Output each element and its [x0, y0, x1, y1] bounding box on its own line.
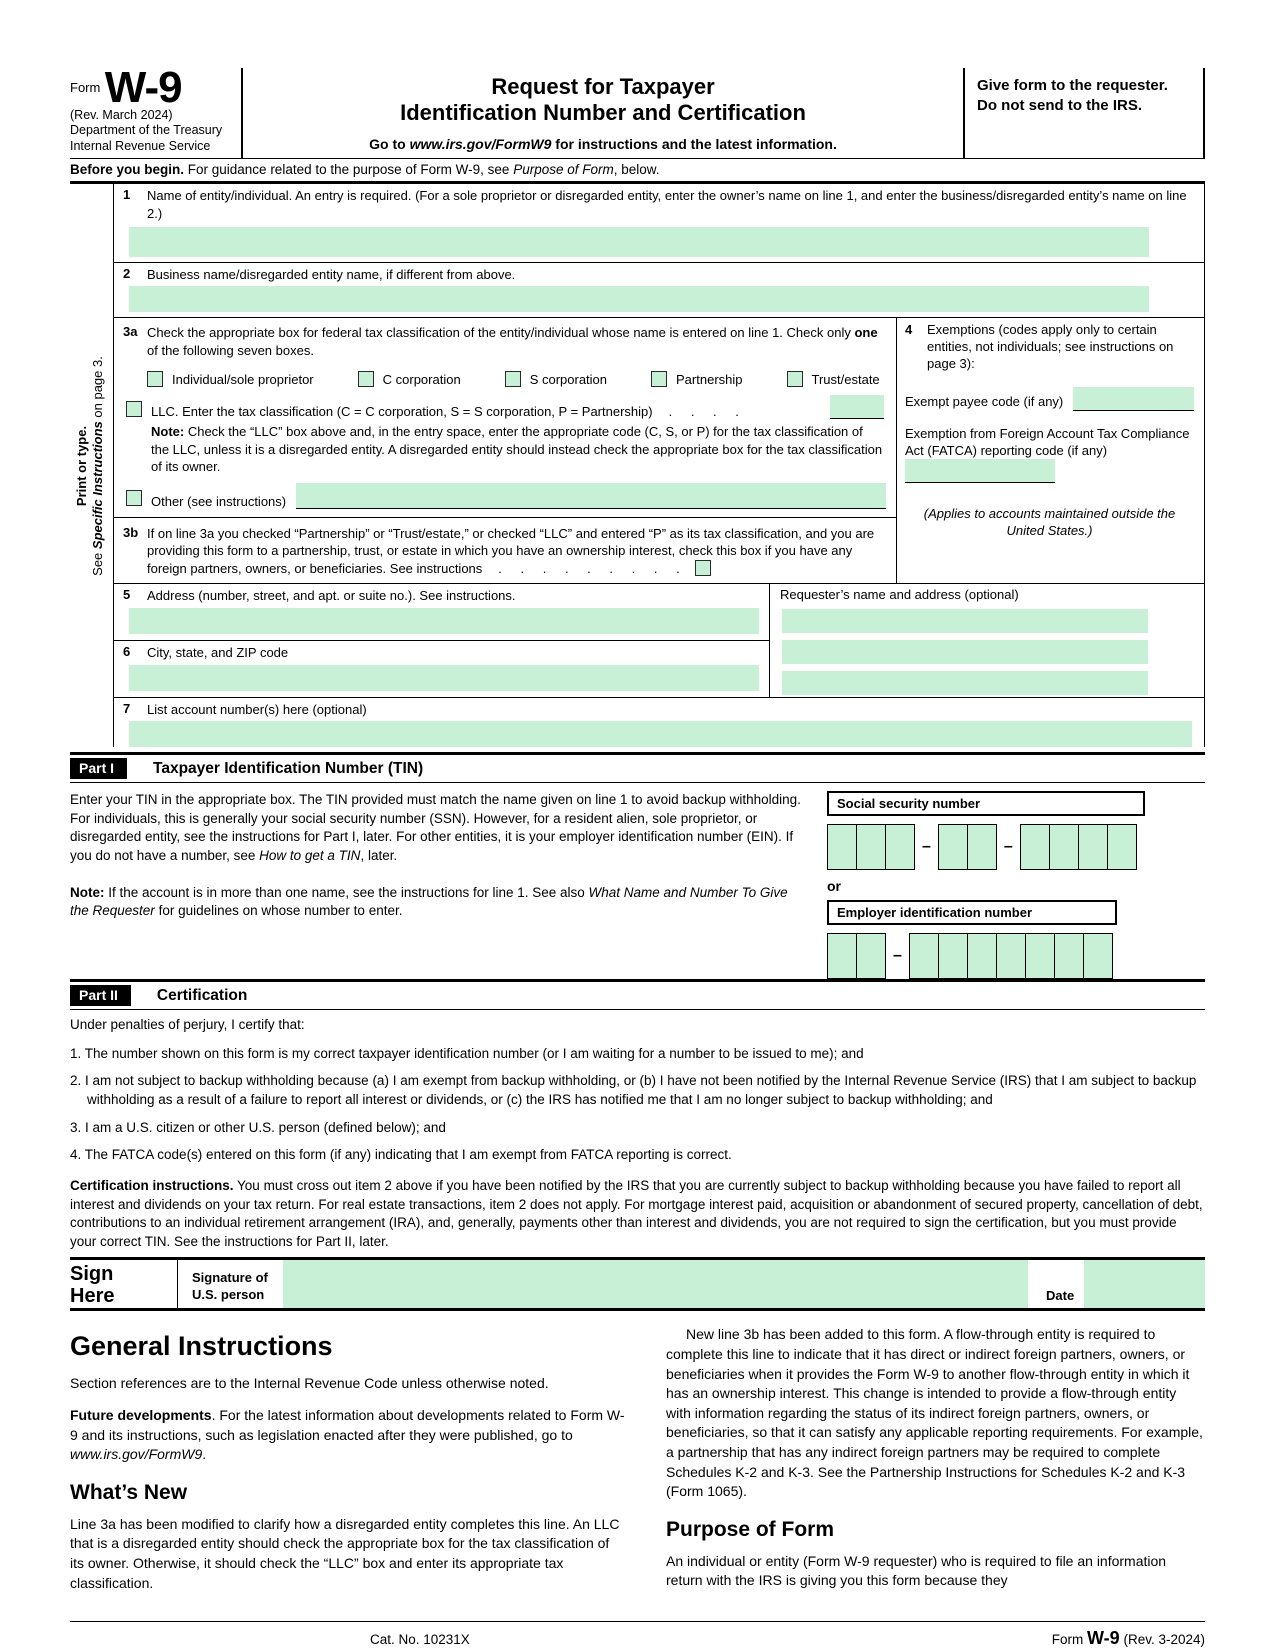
- line6-label: City, state, and ZIP code: [147, 645, 289, 661]
- form-title-block: [243, 68, 963, 158]
- ssn-digit-input[interactable]: [1107, 824, 1137, 870]
- ssn-digit-input[interactable]: [938, 824, 968, 870]
- certification-item-3: 3. I am a U.S. citizen or other U.S. person (defined below); and: [70, 1119, 446, 1135]
- part1-body: [70, 783, 1205, 979]
- checkbox-label: Trust/estate: [811, 371, 880, 387]
- agency-line: Internal Revenue Service: [70, 138, 211, 153]
- form-title-line2: Identification Number and Certification: [400, 99, 806, 125]
- line2-number: 2: [123, 265, 131, 281]
- checkbox-label: Partnership: [676, 371, 743, 387]
- classification-checkboxes: [147, 371, 896, 387]
- fatca-block: [905, 425, 1194, 483]
- part1-title: Taxpayer Identification Number (TIN): [153, 759, 424, 777]
- ssn-dash: –: [922, 838, 931, 856]
- exempt-payee-code-input[interactable]: [1073, 387, 1194, 411]
- general-instructions-section: [70, 1325, 1205, 1605]
- ein-dash: –: [893, 947, 902, 965]
- exempt-payee-label: Exempt payee code (if any): [905, 394, 1064, 410]
- form-number: W-9: [104, 63, 182, 112]
- instructions-left-column: [70, 1325, 626, 1605]
- address-and-requester: [114, 584, 1204, 697]
- sign-here-row: [70, 1257, 1205, 1311]
- other-input[interactable]: [296, 483, 886, 509]
- llc-tax-code-input[interactable]: [830, 395, 884, 419]
- goto-suffix: for instructions and the latest information.: [551, 135, 837, 152]
- tin-entry-area: [815, 791, 1205, 979]
- ein-digit-input[interactable]: [827, 933, 857, 979]
- department-line: Department of the Treasury: [70, 123, 223, 138]
- requester-input-line1[interactable]: [782, 609, 1148, 633]
- dot-leader: . . . .: [668, 404, 740, 420]
- business-name-input[interactable]: [129, 286, 1149, 312]
- line3a-label: Check the appropriate box for federal tax classification of the entity/individual whose name is entered on line 1. Check only one of the following seven boxes.: [147, 325, 878, 358]
- part1-note: Note: If the account is in more than one name, see the instructions for line 1. See also What Name and Number To Give the Requester for guidelines on whose number to enter.: [70, 884, 788, 919]
- instructions-right-column: [666, 1325, 1205, 1605]
- before-you-begin: [70, 158, 1205, 184]
- whats-new-paragraph: Line 3a has been modified to clarify how a disregarded entity completes this line. An LLC that is a disregarded entity should check the appropriate box for the tax classification of its owner. Otherwise, it should check the “LLC” box and enter its appropriate tax classification.: [70, 1515, 620, 1591]
- checkbox-foreign-partners[interactable]: [695, 560, 711, 576]
- ein-digit-input[interactable]: [1054, 933, 1084, 979]
- checkbox-s-corporation[interactable]: [505, 371, 521, 387]
- before-bold: Before you begin.: [70, 162, 185, 178]
- before-text: For guidance related to the purpose of Form W-9, see: [184, 162, 514, 178]
- page-footer: [70, 1621, 1205, 1649]
- ein-digit-input[interactable]: [856, 933, 886, 979]
- line1-number: 1: [123, 187, 131, 203]
- line6-row: [114, 641, 769, 697]
- checkbox-trust-estate[interactable]: [787, 371, 803, 387]
- requester-input-line3[interactable]: [782, 671, 1148, 695]
- llc-label: LLC. Enter the tax classification (C = C corporation, S = S corporation, P = Partnership): [151, 404, 653, 420]
- line3b-new-paragraph: New line 3b has been added to this form. A flow-through entity is required to complete this line to indicate that it has direct or indirect foreign partners, owners, or beneficiaries when it provides the Form W-9 to another flow-through entity in which it has an ownership interest. This change is intended to provide a flow-through entity with information regarding the status of its indirect foreign partners, owners, or beneficiaries, so that it can satisfy any applicable reporting requirements. For example, a partnership that has any indirect foreign partners may be required to complete Schedules K-2 and K-3. See the Partnership Instructions for Schedules K-2 and K-3 (Form 1065).: [666, 1326, 1203, 1500]
- part2-badge: Part II: [70, 985, 131, 1006]
- line5-row: [114, 584, 769, 641]
- part2-header: [70, 979, 1205, 1010]
- before-end: , below.: [613, 162, 660, 178]
- applies-note: (Applies to accounts maintained outside the United States.): [923, 505, 1176, 539]
- llc-row: [126, 395, 884, 419]
- form-title-line1: Request for Taxpayer: [491, 74, 715, 99]
- goto-url: www.irs.gov/FormW9: [409, 135, 552, 152]
- footer-form-id: Form W-9 (Rev. 3-2024): [1051, 1628, 1205, 1649]
- checkbox-partnership[interactable]: [651, 371, 667, 387]
- fatca-code-input[interactable]: [905, 459, 1055, 483]
- line4-number: 4: [905, 322, 913, 338]
- part2-body: [70, 1010, 1205, 1251]
- ein-digit-input[interactable]: [909, 933, 939, 979]
- ein-label-box: Employer identification number: [827, 900, 1117, 925]
- line7-label: List account number(s) here (optional): [147, 701, 367, 717]
- line6-number: 6: [123, 644, 131, 660]
- before-italic: Purpose of Form: [513, 162, 614, 178]
- certification-intro: Under penalties of perjury, I certify that:: [70, 1017, 305, 1033]
- ein-digit-input[interactable]: [938, 933, 968, 979]
- line4-label: Exemptions (codes apply only to certain entities, not individuals; see instructions on page 3):: [927, 322, 1174, 372]
- ssn-digit-input[interactable]: [1020, 824, 1050, 870]
- ssn-cells: [827, 824, 1205, 870]
- dot-leader: . . . . . . . . .: [498, 560, 681, 576]
- fatca-label: Exemption from Foreign Account Tax Compliance Act (FATCA) reporting code (if any): [905, 425, 1190, 458]
- part1-header: [70, 752, 1205, 783]
- ssn-digit-input[interactable]: [885, 824, 915, 870]
- form-revision: (Rev. March 2024): [70, 107, 173, 122]
- give-form-text: Give form to the requester. Do not send to the IRS.: [977, 77, 1168, 114]
- form-identity-block: [70, 63, 243, 158]
- certification-item-1: 1. The number shown on this form is my correct taxpayer identification number (or I am waiting for a number to be issued to me); and: [70, 1045, 864, 1061]
- ssn-label-box: Social security number: [827, 791, 1145, 816]
- line7-row: [114, 698, 1204, 748]
- certification-item-2: 2. I am not subject to backup withholding because (a) I am exempt from backup withholding, or (b) I have not been notified by the Internal Revenue Service (IRS) that I am subject to backup withholding as a result of a failure to report all interest or dividends, or (c) the IRS has notified me that I am no longer subject to backup withholding; and: [70, 1073, 1197, 1107]
- ssn-digit-input[interactable]: [827, 824, 857, 870]
- line5-number: 5: [123, 587, 131, 603]
- whats-new-title: What’s New: [70, 1480, 188, 1504]
- signature-of-label: Signature of U.S. person: [192, 1270, 268, 1302]
- classification-and-exemptions: [114, 318, 1204, 584]
- account-numbers-input[interactable]: [129, 721, 1192, 747]
- certification-item-4: 4. The FATCA code(s) entered on this form (if any) indicating that I am exempt from FATCA reporting is correct.: [70, 1147, 732, 1163]
- or-label: or: [827, 878, 841, 895]
- purpose-of-form-paragraph: An individual or entity (Form W-9 requester) who is required to file an information return with the IRS is giving you this form because they: [666, 1552, 1167, 1589]
- llc-note: Note: Check the “LLC” box above and, in the entry space, enter the appropriate code (C, S, or P) for the tax classification of the LLC, unless it is a disregarded entity. A disregarded entity should instead check the appropriate box for the tax classification of its owner.: [151, 424, 883, 475]
- other-label: Other (see instructions): [151, 493, 287, 509]
- line3b-number: 3b: [123, 524, 139, 540]
- ein-digit-input[interactable]: [1083, 933, 1113, 979]
- requester-column: [769, 584, 1204, 696]
- checkbox-label: C corporation: [382, 371, 461, 387]
- future-developments-paragraph: Future developments. For the latest information about developments related to Form W-9 and its instructions, such as legislation enacted after they were published, go to www.irs.gov/FormW9.: [70, 1406, 625, 1463]
- signature-input[interactable]: [283, 1260, 1028, 1308]
- part1-badge: Part I: [70, 758, 127, 779]
- requester-input-line2[interactable]: [782, 640, 1148, 664]
- ein-digit-input[interactable]: [996, 933, 1026, 979]
- give-form-block: [963, 68, 1205, 158]
- checkbox-c-corporation[interactable]: [358, 371, 374, 387]
- ein-digit-input[interactable]: [1025, 933, 1055, 979]
- checkbox-other[interactable]: [126, 490, 142, 506]
- line2-row: [114, 263, 1204, 319]
- form-word: Form: [70, 80, 101, 95]
- city-state-zip-input[interactable]: [129, 665, 759, 691]
- ssn-dash: –: [1003, 838, 1013, 856]
- goto-prefix: Go to: [369, 135, 410, 152]
- date-input[interactable]: [1084, 1260, 1205, 1308]
- address-input[interactable]: [129, 608, 759, 634]
- line1-row: [114, 184, 1204, 262]
- part2-title: Certification: [156, 986, 248, 1004]
- line2-label: Business name/disregarded entity name, if different from above.: [147, 266, 516, 282]
- requester-label: Requester’s name and address (optional): [780, 587, 1019, 603]
- form-header: [70, 63, 1205, 158]
- catalog-number: Cat. No. 10231X: [370, 1632, 470, 1648]
- certification-instructions: Certification instructions. You must cross out item 2 above if you have been notified by the IRS that you are currently subject to backup withholding because you have failed to report all interest and dividends on your tax return. For real estate transactions, item 2 does not apply. For mortgage interest paid, acquisition or abandonment of secured property, cancellation of debt, contributions to an individual retirement arrangement (IRA), and, generally, payments other than interest and dividends, you are not required to sign the certification, but you must provide your correct TIN. See the instructions for Part II, later.: [70, 1177, 1203, 1249]
- checkbox-llc[interactable]: [126, 401, 142, 417]
- line3a-row: [114, 318, 896, 517]
- ein-digit-input[interactable]: [967, 933, 997, 979]
- sidebar-vertical-label: [68, 184, 112, 747]
- ssn-digit-input[interactable]: [1049, 824, 1079, 870]
- name-input[interactable]: [129, 227, 1149, 257]
- entity-info-section: [73, 184, 1205, 747]
- purpose-of-form-title: Purpose of Form: [666, 1517, 835, 1541]
- line3b-row: [114, 517, 896, 584]
- part1-instructions: [70, 791, 815, 979]
- ssn-digit-input[interactable]: [967, 824, 997, 870]
- ssn-digit-input[interactable]: [1078, 824, 1108, 870]
- specific-instructions-label: See Specific Instructions on page 3.: [90, 355, 105, 576]
- date-label: Date: [1046, 1288, 1075, 1304]
- line3a-number: 3a: [123, 324, 138, 340]
- line7-number: 7: [123, 700, 131, 716]
- section-references-paragraph: Section references are to the Internal Revenue Code unless otherwise noted.: [70, 1375, 549, 1392]
- goto-line: [253, 136, 953, 152]
- line4-column: [896, 318, 1204, 583]
- line3b-label: If on line 3a you checked “Partnership” or “Trust/estate,” or checked “LLC” and entered “P” as its tax classification, and you are providing this form to a partnership, trust, or estate in which you have an ownership interest, check this box if you have any foreign partners, owners, or beneficiaries. See instructions . . . . . . . . .: [147, 525, 875, 576]
- ein-cells: [827, 933, 1205, 979]
- checkbox-label: Individual/sole proprietor: [172, 371, 314, 387]
- line5-label: Address (number, street, and apt. or suite no.). See instructions.: [147, 588, 516, 604]
- sign-here-label: Sign Here: [70, 1260, 178, 1308]
- part1-paragraph: Enter your TIN in the appropriate box. The TIN provided must match the name given on line 1 to avoid backup withholding. For individuals, this is generally your social security number (SSN). However, for a resident alien, sole proprietor, or disregarded entity, see the instructions for Part I, later. For other entities, it is your employer identification number (EIN). If you do not have a number, see How to get a TIN, later.: [70, 792, 801, 863]
- ssn-digit-input[interactable]: [856, 824, 886, 870]
- checkbox-individual-sole-proprietor[interactable]: [147, 371, 163, 387]
- checkbox-label: S corporation: [529, 371, 608, 387]
- print-or-type-label: Print or type.: [73, 425, 89, 506]
- general-instructions-title: General Instructions: [70, 1331, 333, 1362]
- other-row: [126, 483, 886, 509]
- line1-label: Name of entity/individual. An entry is required. (For a sole proprietor or disregarded entity, enter the owner’s name on line 1, and enter the business/disregarded entity’s name on line 2.): [147, 188, 1187, 222]
